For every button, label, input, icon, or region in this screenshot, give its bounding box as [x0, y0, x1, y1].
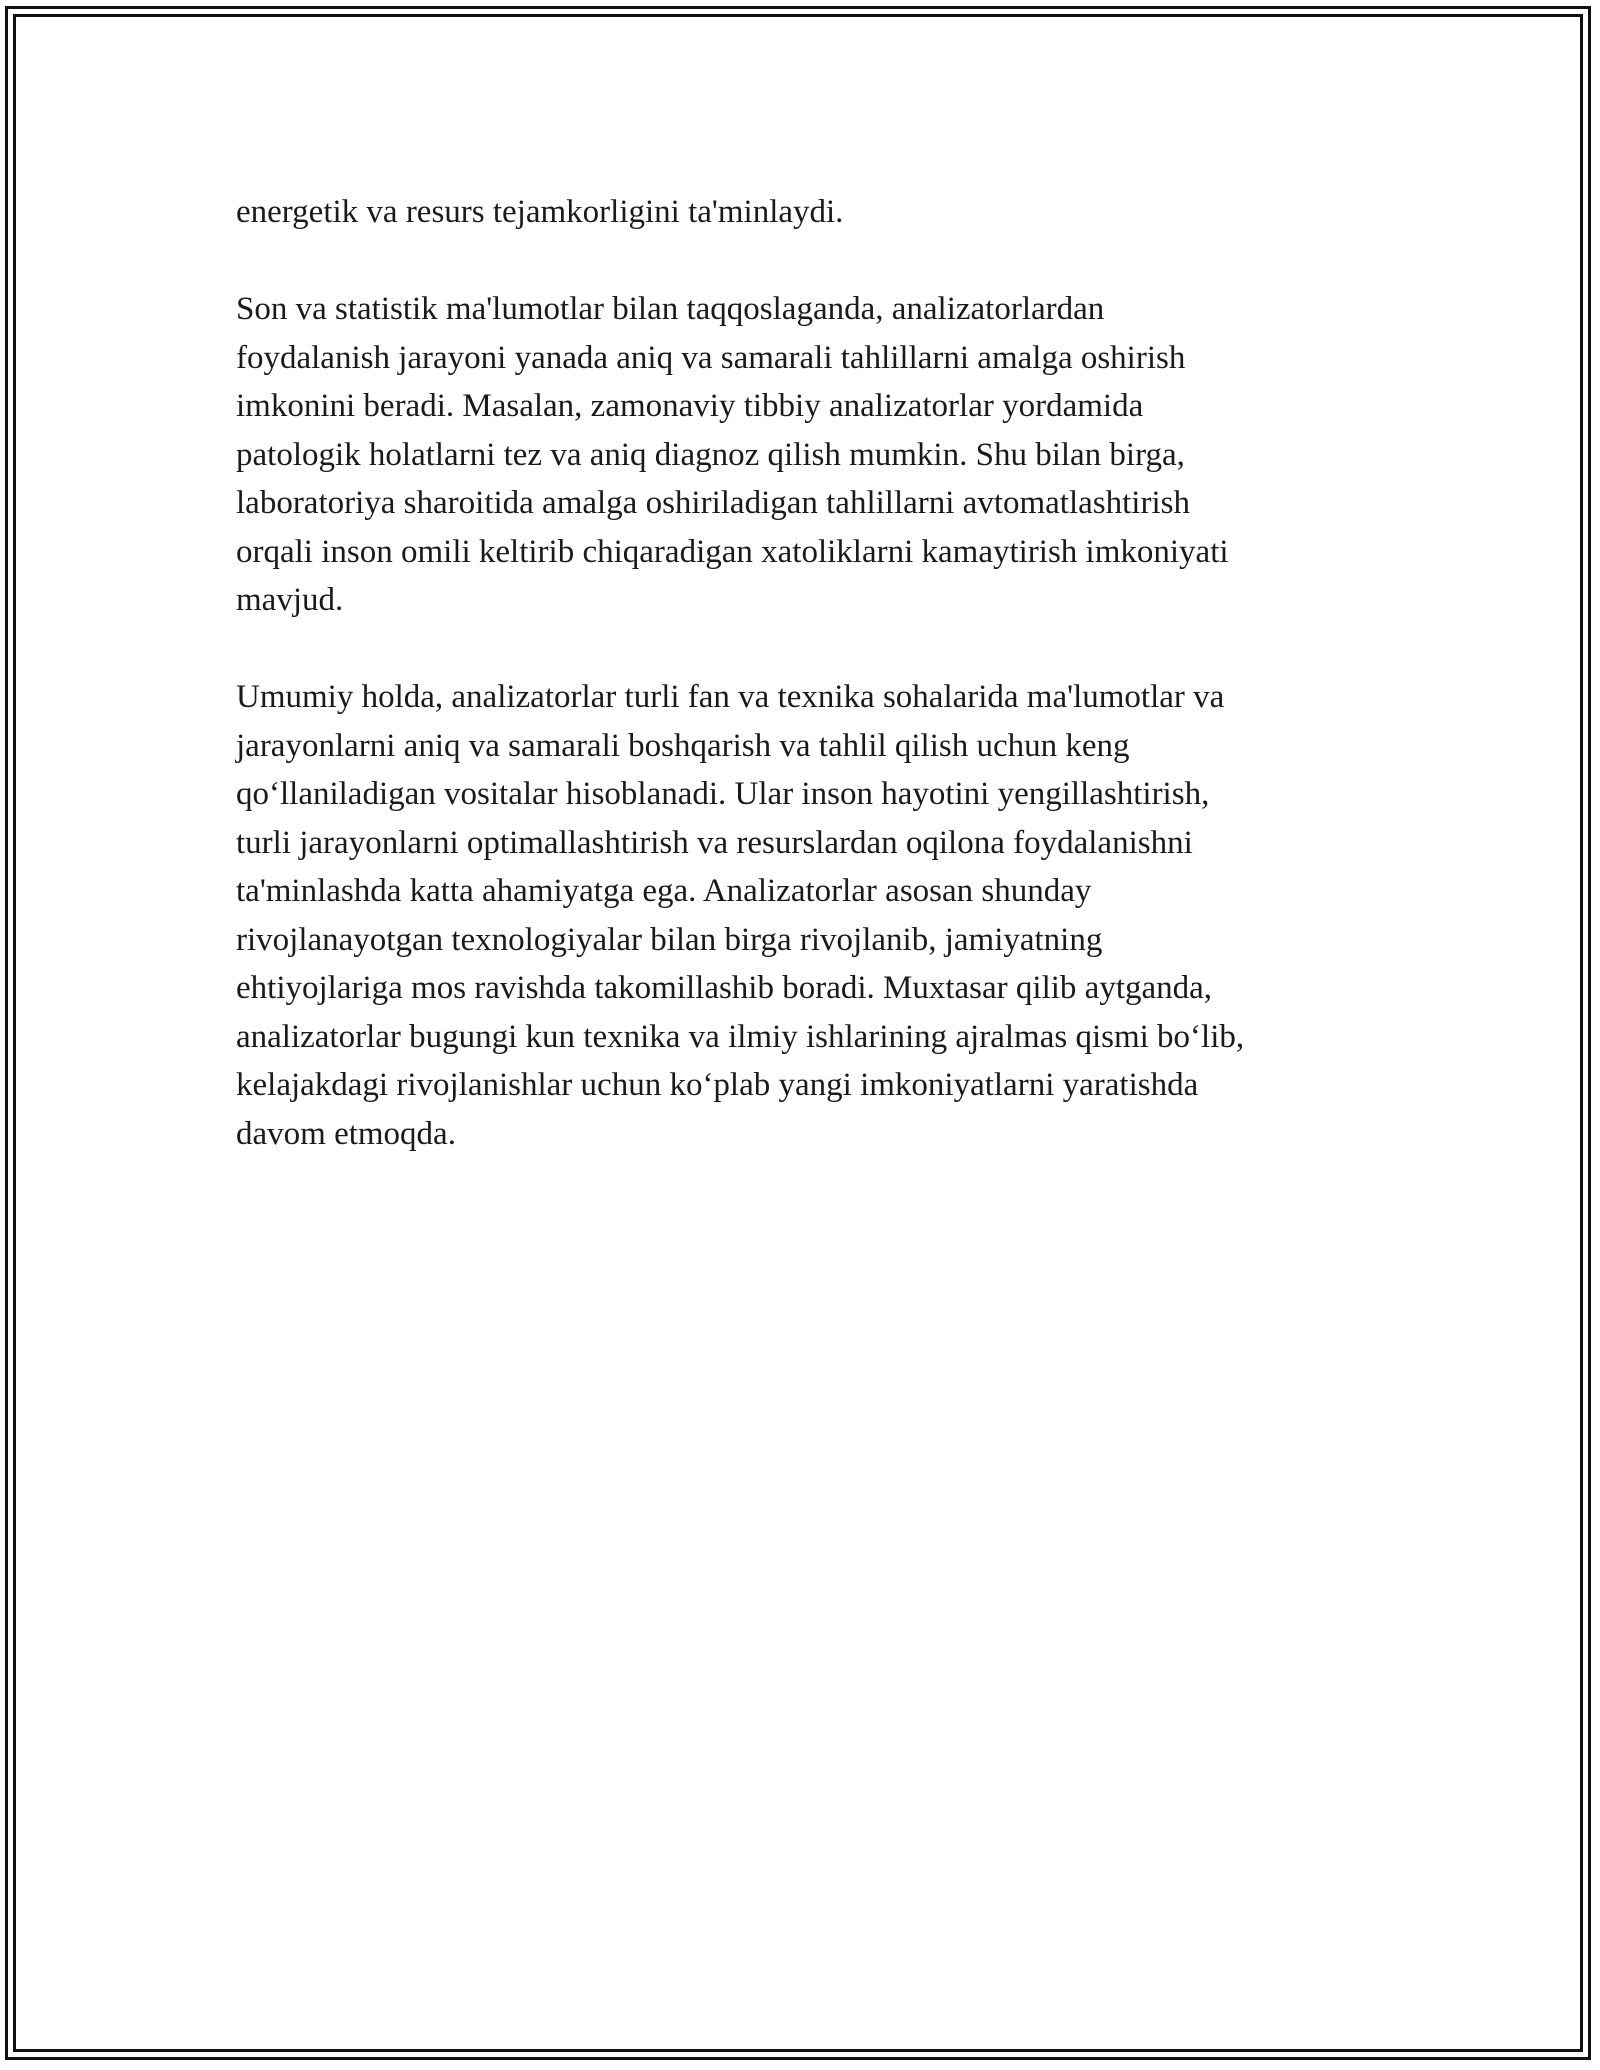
paragraph-2 [236, 285, 1366, 625]
paragraph-line: energetik va resurs tejamkorligini ta'minlaydi. [236, 194, 844, 230]
paragraph-line: jarayonlarni aniq va samarali boshqarish va tahlil qilish uchun keng [236, 727, 1130, 764]
paragraph-line: mavjud. [236, 582, 344, 618]
paragraph-line: kelajakdagi rivojlanishlar uchun ko‘plab yangi imkoniyatlarni yaratishda [236, 1067, 1199, 1103]
paragraph-3 [236, 673, 1366, 1158]
paragraph-line: rivojlanayotgan texnologiyalar bilan birga rivojlanib, jamiyatning [236, 921, 1103, 958]
paragraph-line: Son va statistik ma'lumotlar bilan taqqoslaganda, analizatorlardan [236, 291, 1105, 327]
paragraph-line: qo‘llaniladigan vositalar hisoblanadi. Ular inson hayotini yengillashtirish, [236, 776, 1210, 812]
document-body [236, 188, 1366, 1207]
paragraph-1 [236, 188, 1366, 237]
paragraph-line: imkonini beradi. Masalan, zamonaviy tibbiy analizatorlar yordamida [236, 388, 1144, 424]
paragraph-line: davom etmoqda. [236, 1115, 456, 1152]
paragraph-line: foydalanish jarayoni yanada aniq va samarali tahlillarni amalga oshirish [236, 339, 1186, 376]
paragraph-line: turli jarayonlarni optimallashtirish va resurslardan oqilona foydalanishni [236, 824, 1193, 861]
paragraph-line: ehtiyojlariga mos ravishda takomillashib boradi. Muxtasar qilib aytganda, [236, 970, 1213, 1006]
paragraph-line: patologik holatlarni tez va aniq diagnoz qilish mumkin. Shu bilan birga, [236, 436, 1185, 473]
paragraph-line: ta'minlashda katta ahamiyatga ega. Analizatorlar asosan shunday [236, 873, 1092, 909]
paragraph-line: laboratoriya sharoitida amalga oshiriladigan tahlillarni avtomatlashtirish [236, 485, 1190, 521]
paragraph-line: Umumiy holda, analizatorlar turli fan va texnika sohalarida ma'lumotlar va [236, 679, 1225, 715]
paragraph-line: orqali inson omili keltirib chiqaradigan xatoliklarni kamaytirish imkoniyati [236, 533, 1229, 570]
paragraph-line: analizatorlar bugungi kun texnika va ilmiy ishlarining ajralmas qismi bo‘lib, [236, 1018, 1245, 1055]
